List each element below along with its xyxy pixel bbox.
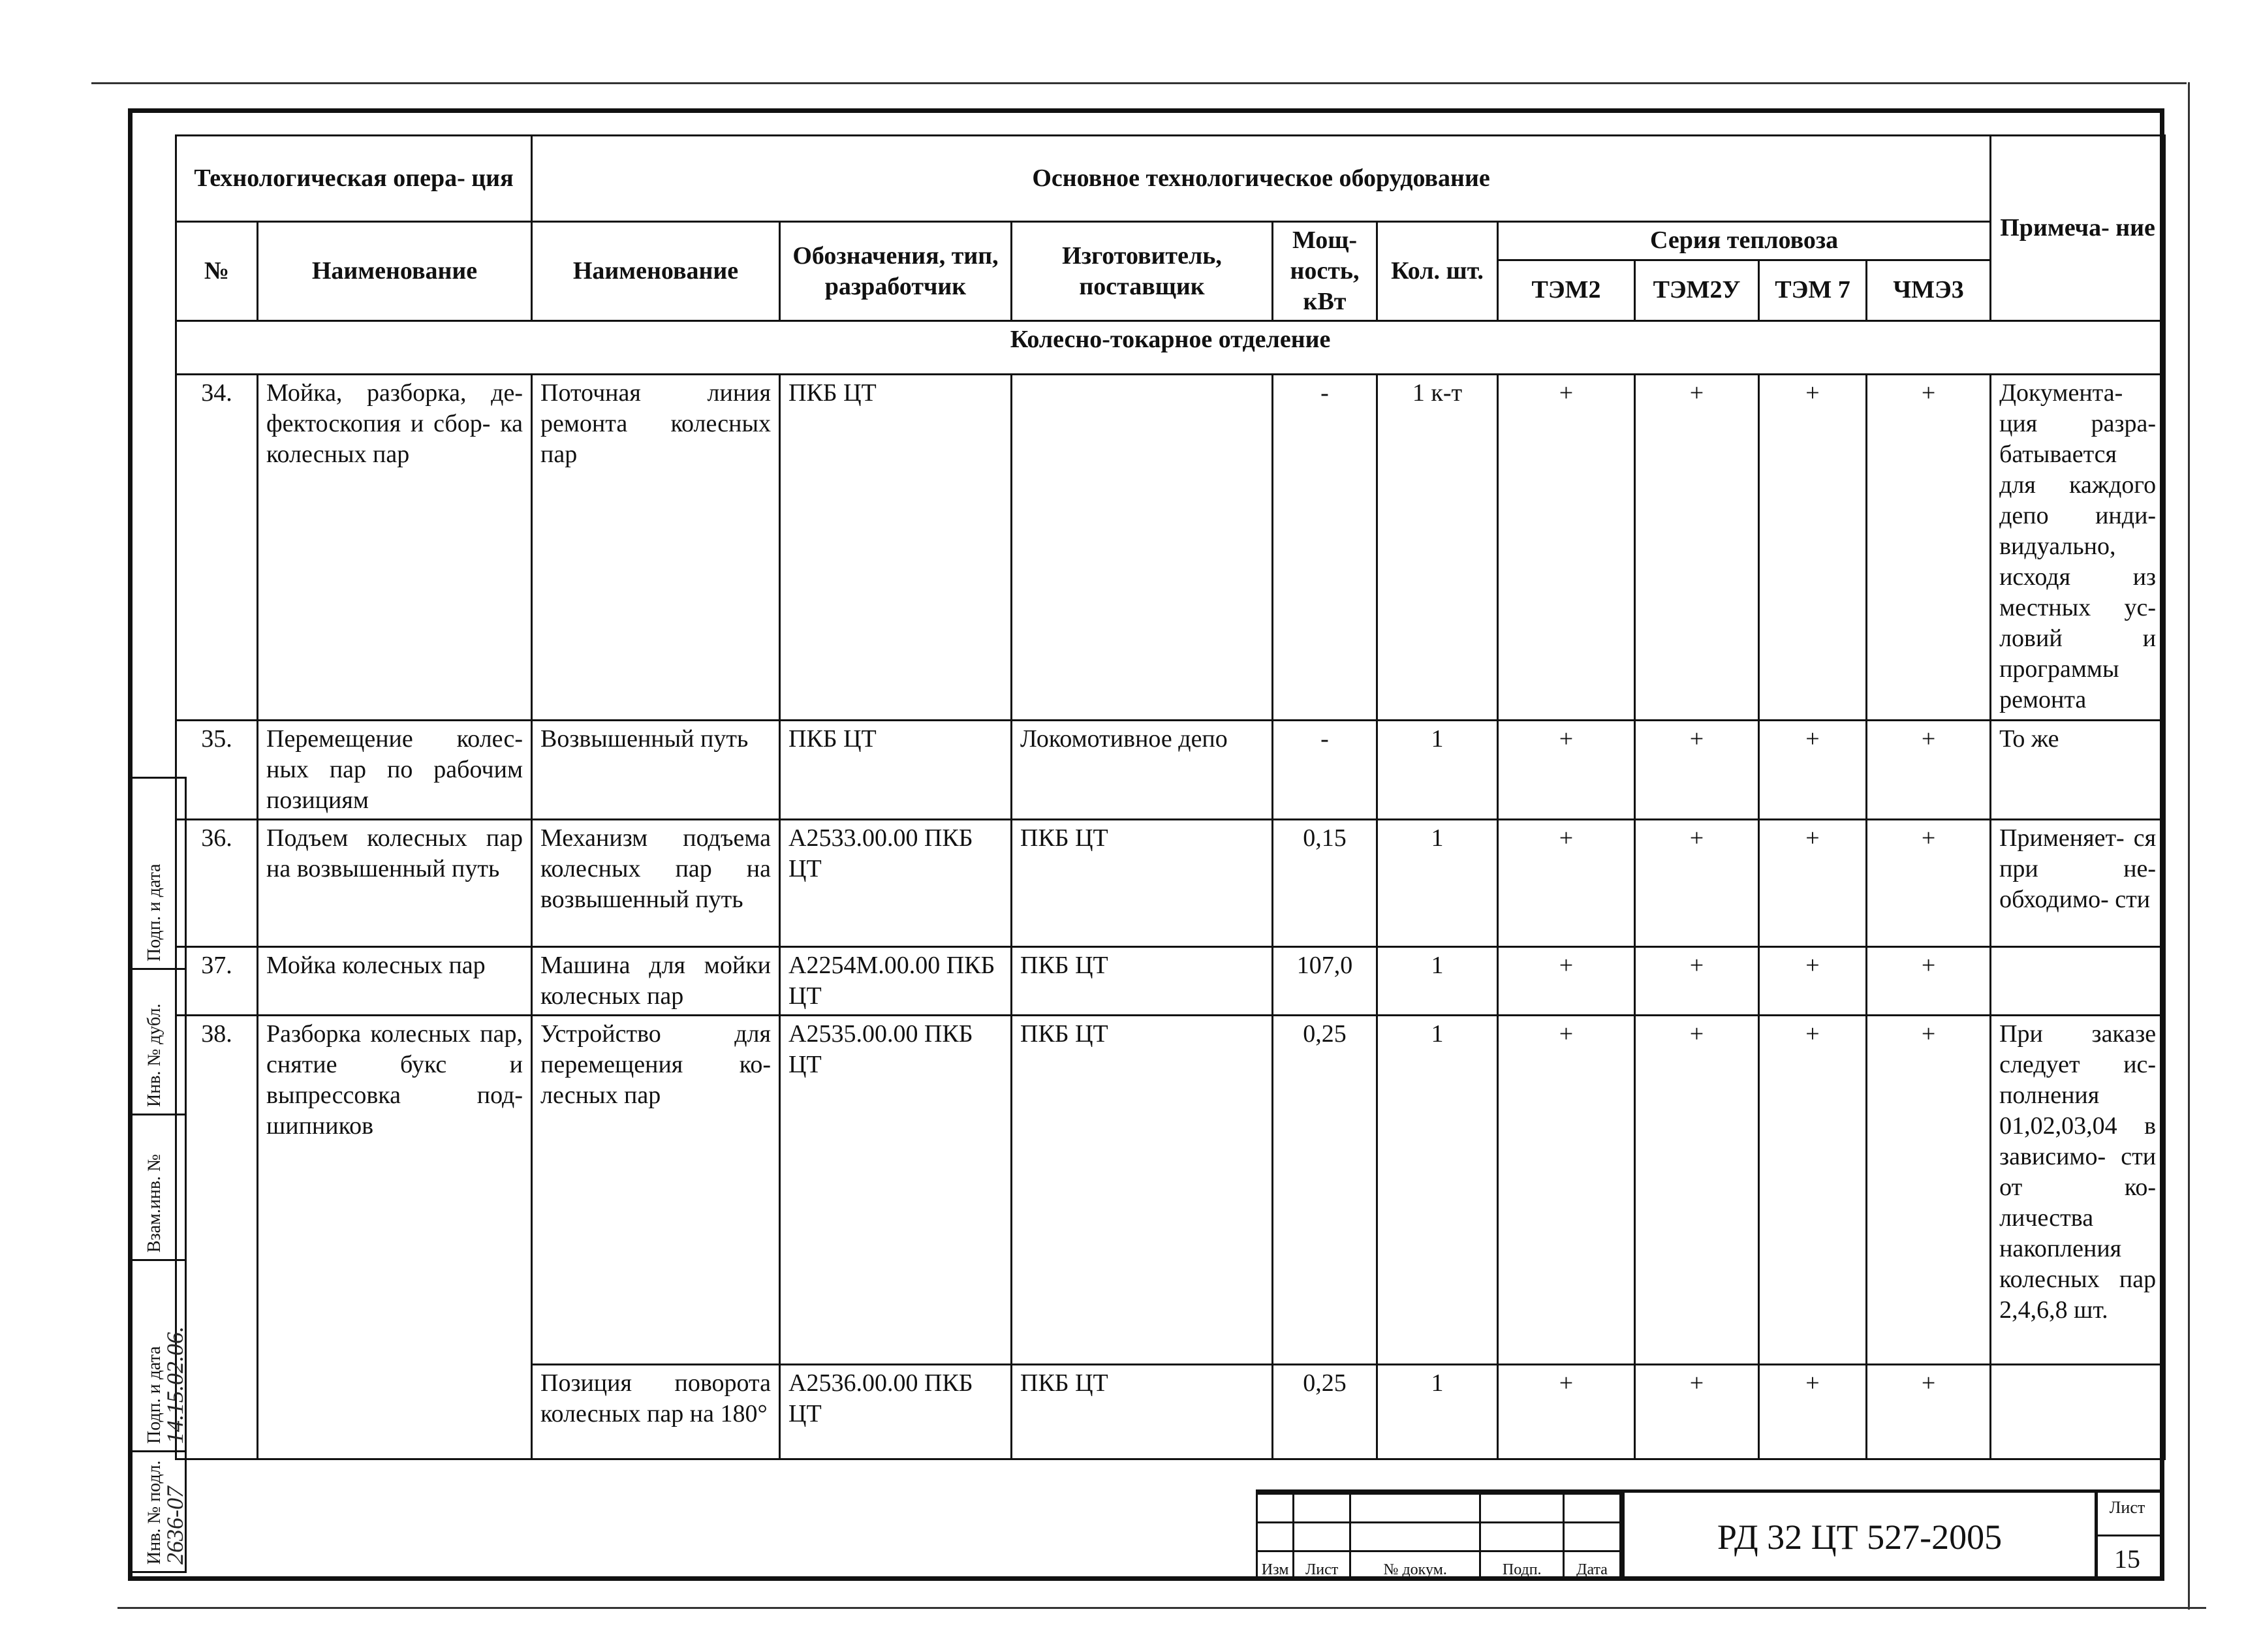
row-power: 0,15: [1273, 820, 1377, 947]
table-row: [176, 375, 2165, 721]
row-series-tem2: +: [1498, 1016, 1635, 1365]
row-operation: Подъем колесных пар на возвышенный путь: [258, 820, 532, 947]
row-note: Документа- ция разра- батывается для каждого депо инди- видуально, исходя из местных ус- ловий и программы ремонта: [1991, 375, 2165, 721]
row-power: -: [1273, 721, 1377, 820]
row-note: [1991, 1365, 2165, 1459]
row-series-tem7: +: [1759, 721, 1867, 820]
row-equipment: Устройство для перемещения ко- лесных пар: [532, 1016, 780, 1365]
header-operation-name: Наименование: [258, 222, 532, 321]
row-note: При заказе следует ис- полнения 01,02,03,04 в зависимо- сти от ко- личества накопления колесных пар 2,4,6,8 шт.: [1991, 1016, 2165, 1365]
header-power: Мощ- ность, кВт: [1273, 222, 1377, 321]
header-series-chme3: ЧМЭ3: [1867, 260, 1991, 320]
stamp-label-podp-data: Подп. и дата: [144, 864, 164, 961]
row-maker: ПКБ ЦТ: [1012, 820, 1273, 947]
table-row: [176, 820, 2165, 947]
stamp-label-inv-dubl: Инв. № дубл.: [144, 1003, 164, 1107]
tb-podp: Подп.: [1480, 1551, 1564, 1580]
stamp-cell-podp-data-2: [133, 1259, 188, 1450]
page-edge-right: [2188, 82, 2190, 1610]
row-series-tem2: +: [1498, 947, 1635, 1016]
row-series-chme3: +: [1867, 1365, 1991, 1459]
row-maker: ПКБ ЦТ: [1012, 1365, 1273, 1459]
row-series-tem2u: +: [1635, 1016, 1759, 1365]
row-power: 0,25: [1273, 1365, 1377, 1459]
row-equipment: Машина для мойки колесных пар: [532, 947, 780, 1016]
row-operation: Мойка колесных пар: [258, 947, 532, 1016]
row-num: 38.: [176, 1016, 258, 1459]
row-equipment: Механизм подъема колесных пар на возвышенный путь: [532, 820, 780, 947]
row-note: То же: [1991, 721, 2165, 820]
row-series-tem2: +: [1498, 375, 1635, 721]
header-series-tem7: ТЭМ 7: [1759, 260, 1867, 320]
row-series-tem2u: +: [1635, 820, 1759, 947]
stamp-handwritten-inv: 2636-07: [162, 1486, 188, 1565]
sheet-label: Лист: [2109, 1498, 2145, 1517]
equipment-table: [175, 134, 2166, 1460]
row-series-tem7: +: [1759, 375, 1867, 721]
row-maker: [1012, 375, 1273, 721]
row-qty: 1: [1377, 721, 1498, 820]
row-series-chme3: +: [1867, 820, 1991, 947]
row-series-tem2u: +: [1635, 721, 1759, 820]
row-series-tem2u: +: [1635, 1365, 1759, 1459]
row-designation: А2533.00.00 ПКБ ЦТ: [780, 820, 1012, 947]
stamp-label-inv-podl: Инв. № подл.: [144, 1460, 164, 1565]
row-qty: 1: [1377, 947, 1498, 1016]
row-designation: А2254М.00.00 ПКБ ЦТ: [780, 947, 1012, 1016]
document-code: РД 32 ЦТ 527-2005: [1621, 1493, 2098, 1581]
header-operation-group: Технологическая опера- ция: [176, 136, 532, 222]
row-num: 35.: [176, 721, 258, 820]
row-qty: 1: [1377, 820, 1498, 947]
row-series-chme3: +: [1867, 1016, 1991, 1365]
table-row: [176, 947, 2165, 1016]
header-equipment-group: Основное технологическое оборудование: [532, 136, 1991, 222]
row-qty: 1: [1377, 1365, 1498, 1459]
sheet-box: [2095, 1493, 2160, 1581]
row-operation: Разборка колесных пар, снятие букс и выпрессовка под- шипников: [258, 1016, 532, 1459]
header-series-tem2: ТЭМ2: [1498, 260, 1635, 320]
stamp-label-vzam-inv: Взам.инв. №: [144, 1154, 164, 1253]
stamp-cell-inv-podl: [133, 1450, 188, 1571]
page-edge-top: [91, 82, 2187, 84]
sheet-number: 15: [2095, 1535, 2160, 1582]
row-designation: ПКБ ЦТ: [780, 375, 1012, 721]
row-series-tem2: +: [1498, 820, 1635, 947]
header-num: №: [176, 222, 258, 321]
row-num: 36.: [176, 820, 258, 947]
tb-list: Лист: [1294, 1551, 1350, 1580]
side-stamp: [131, 777, 187, 1573]
row-qty: 1: [1377, 1016, 1498, 1365]
row-series-tem7: +: [1759, 947, 1867, 1016]
stamp-cell-vzam-inv: [133, 1114, 185, 1259]
header-series: Серия тепловоза: [1498, 222, 1991, 260]
row-note: [1991, 947, 2165, 1016]
header-series-tem2u: ТЭМ2У: [1635, 260, 1759, 320]
row-series-chme3: +: [1867, 375, 1991, 721]
row-designation: А2536.00.00 ПКБ ЦТ: [780, 1365, 1012, 1459]
stamp-cell-inv-dubl: [133, 968, 185, 1114]
row-series-chme3: +: [1867, 721, 1991, 820]
row-maker: Локомотивное депо: [1012, 721, 1273, 820]
row-designation: ПКБ ЦТ: [780, 721, 1012, 820]
header-maker: Изготовитель, поставщик: [1012, 222, 1273, 321]
row-equipment: Поточная линия ремонта колесных пар: [532, 375, 780, 721]
stamp-cell-podp-data: [133, 779, 185, 968]
row-series-tem7: +: [1759, 820, 1867, 947]
tb-izm: Изм: [1257, 1551, 1294, 1580]
row-maker: ПКБ ЦТ: [1012, 947, 1273, 1016]
row-num: 37.: [176, 947, 258, 1016]
row-equipment: Возвышенный путь: [532, 721, 780, 820]
title-block: [1256, 1489, 2164, 1584]
stamp-handwritten-date: 14.15.02.06.: [162, 1326, 188, 1444]
row-operation: Перемещение колес- ных пар по рабочим позициям: [258, 721, 532, 820]
row-equipment: Позиция поворота колесных пар на 180°: [532, 1365, 780, 1459]
row-maker: ПКБ ЦТ: [1012, 1016, 1273, 1365]
table-row: [176, 1016, 2165, 1365]
tb-dokum: № докум.: [1350, 1551, 1480, 1580]
header-equipment-name: Наименование: [532, 222, 780, 321]
stamp-label-podp-data-2: Подп. и дата: [144, 1346, 164, 1444]
header-note: Примеча- ние: [1991, 136, 2165, 321]
row-num: 34.: [176, 375, 258, 721]
table-row: [176, 721, 2165, 820]
header-qty: Кол. шт.: [1377, 222, 1498, 321]
section-title: Колесно-токарное отделение: [176, 321, 2165, 375]
row-power: -: [1273, 375, 1377, 721]
row-power: 0,25: [1273, 1016, 1377, 1365]
row-note: Применяет- ся при не- обходимо- сти: [1991, 820, 2165, 947]
tb-data: Дата: [1564, 1551, 1621, 1580]
row-operation: Мойка, разборка, де- фектоскопия и сбор- ка колесных пар: [258, 375, 532, 721]
row-series-chme3: +: [1867, 947, 1991, 1016]
row-series-tem2u: +: [1635, 375, 1759, 721]
row-series-tem2u: +: [1635, 947, 1759, 1016]
row-series-tem7: +: [1759, 1365, 1867, 1459]
row-power: 107,0: [1273, 947, 1377, 1016]
row-series-tem2: +: [1498, 1365, 1635, 1459]
row-series-tem2: +: [1498, 721, 1635, 820]
row-series-tem7: +: [1759, 1016, 1867, 1365]
row-designation: А2535.00.00 ПКБ ЦТ: [780, 1016, 1012, 1365]
page-edge-bottom: [117, 1607, 2206, 1609]
row-qty: 1 к-т: [1377, 375, 1498, 721]
revision-grid: [1256, 1493, 1621, 1581]
header-designation: Обозначения, тип, разработчик: [780, 222, 1012, 321]
